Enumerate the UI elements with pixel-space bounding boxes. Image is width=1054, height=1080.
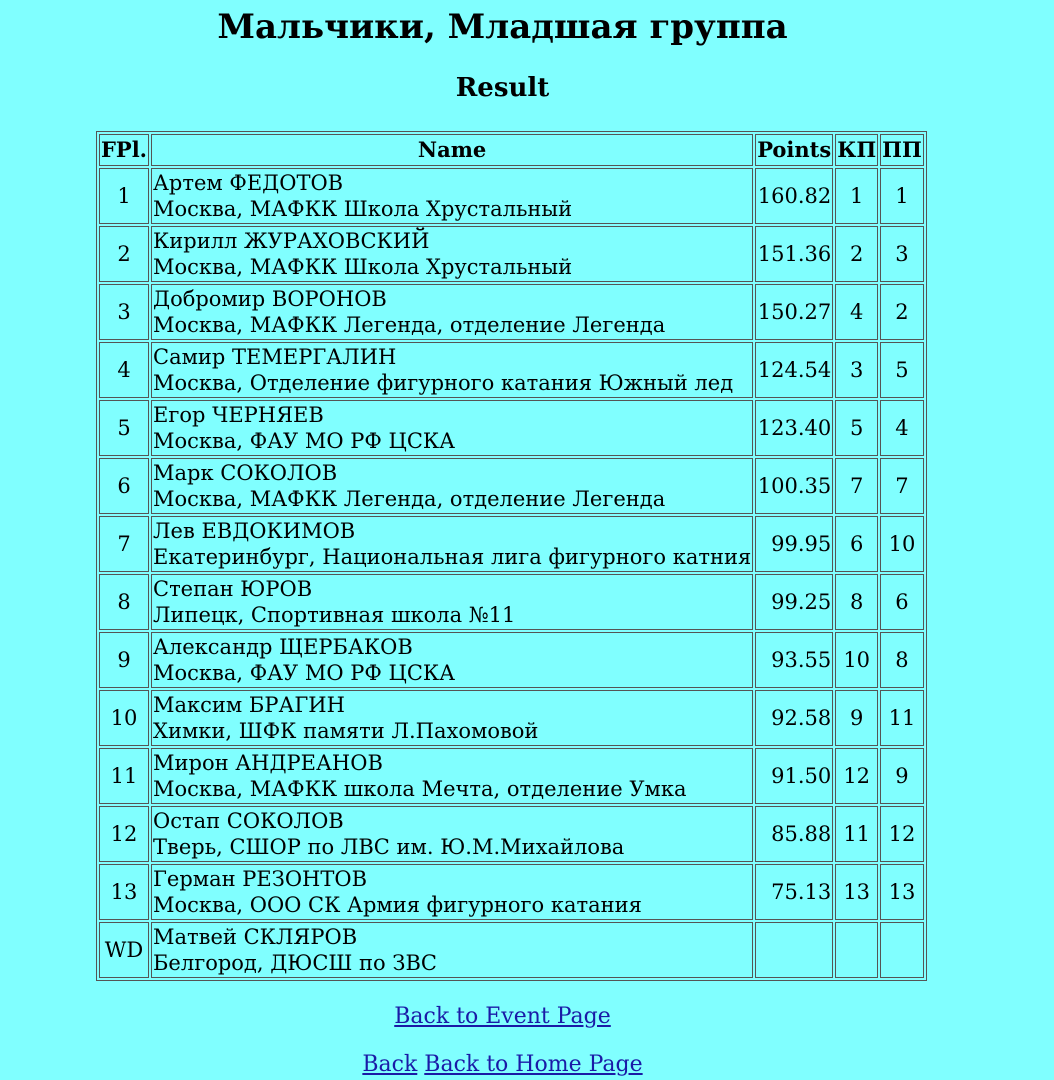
cell-name	[151, 226, 753, 282]
skater-club: Москва, МАФКК Легенда, отделение Легенда	[153, 313, 666, 337]
cell-name	[151, 632, 753, 688]
cell-points: 75.13	[755, 864, 833, 920]
cell-name	[151, 516, 753, 572]
table-row	[99, 284, 924, 340]
cell-place: 11	[99, 748, 149, 804]
cell-kp: 5	[835, 400, 878, 456]
cell-pp: 6	[880, 574, 924, 630]
skater-name: Марк СОКОЛОВ	[153, 461, 338, 485]
cell-points: 100.35	[755, 458, 833, 514]
skater-name: Мирон АНДРЕАНОВ	[153, 751, 383, 775]
cell-pp: 12	[880, 806, 924, 862]
cell-place: WD	[99, 922, 149, 978]
cell-points: 151.36	[755, 226, 833, 282]
cell-place: 8	[99, 574, 149, 630]
skater-name: Артем ФЕДОТОВ	[153, 171, 344, 195]
table-row	[99, 632, 924, 688]
cell-name	[151, 922, 753, 978]
skater-name: Максим БРАГИН	[153, 693, 345, 717]
table-row	[99, 400, 924, 456]
table-row	[99, 748, 924, 804]
cell-kp: 8	[835, 574, 878, 630]
skater-club: Москва, Отделение фигурного катания Южный лед	[153, 371, 734, 395]
cell-pp: 11	[880, 690, 924, 746]
skater-club: Москва, МАФКК Школа Хрустальный	[153, 197, 573, 221]
skater-club: Белгород, ДЮСШ по ЗВС	[153, 951, 437, 975]
skater-name: Александр ЩЕРБАКОВ	[153, 635, 413, 659]
cell-place: 10	[99, 690, 149, 746]
cell-pp: 13	[880, 864, 924, 920]
skater-club: Москва, ФАУ МО РФ ЦСКА	[153, 661, 456, 685]
cell-name	[151, 284, 753, 340]
cell-place: 4	[99, 342, 149, 398]
back-to-home-link[interactable]: Back to Home Page	[424, 1052, 643, 1077]
table-header-row	[99, 134, 924, 166]
skater-name: Герман РЕЗОНТОВ	[153, 867, 368, 891]
cell-place: 1	[99, 168, 149, 224]
page-title: Мальчики, Младшая группа	[217, 7, 788, 47]
home-link-row	[0, 1052, 1005, 1077]
skater-name: Самир ТЕМЕРГАЛИН	[153, 345, 397, 369]
cell-name	[151, 400, 753, 456]
skater-club: Москва, ООО СК Армия фигурного катания	[153, 893, 642, 917]
cell-pp: 7	[880, 458, 924, 514]
skater-name: Егор ЧЕРНЯЕВ	[153, 403, 324, 427]
back-to-event-link[interactable]: Back to Event Page	[394, 1004, 611, 1029]
table-row	[99, 342, 924, 398]
cell-points: 85.88	[755, 806, 833, 862]
cell-place: 9	[99, 632, 149, 688]
back-link[interactable]: Back	[362, 1052, 418, 1077]
cell-kp: 12	[835, 748, 878, 804]
skater-name: Остап СОКОЛОВ	[153, 809, 344, 833]
cell-points	[755, 922, 833, 978]
results-table	[96, 131, 927, 981]
cell-name	[151, 342, 753, 398]
skater-name: Кирилл ЖУРАХОВСКИЙ	[153, 229, 430, 253]
cell-pp: 1	[880, 168, 924, 224]
table-row	[99, 574, 924, 630]
cell-points: 99.95	[755, 516, 833, 572]
skater-club: Химки, ШФК памяти Л.Пахомовой	[153, 719, 539, 743]
cell-kp: 1	[835, 168, 878, 224]
cell-pp: 5	[880, 342, 924, 398]
cell-pp: 4	[880, 400, 924, 456]
table-row	[99, 864, 924, 920]
cell-kp: 6	[835, 516, 878, 572]
skater-club: Москва, МАФКК Легенда, отделение Легенда	[153, 487, 666, 511]
cell-name	[151, 168, 753, 224]
cell-place: 12	[99, 806, 149, 862]
cell-points: 93.55	[755, 632, 833, 688]
table-row	[99, 226, 924, 282]
cell-points: 150.27	[755, 284, 833, 340]
cell-place: 5	[99, 400, 149, 456]
cell-place: 3	[99, 284, 149, 340]
header-pp: ПП	[880, 134, 924, 166]
cell-kp: 7	[835, 458, 878, 514]
cell-kp: 4	[835, 284, 878, 340]
cell-pp: 10	[880, 516, 924, 572]
cell-place: 6	[99, 458, 149, 514]
cell-pp: 2	[880, 284, 924, 340]
cell-kp: 2	[835, 226, 878, 282]
header-name: Name	[151, 134, 753, 166]
skater-name: Лев ЕВДОКИМОВ	[153, 519, 356, 543]
event-link-row	[0, 1004, 1005, 1029]
header-points: Points	[755, 134, 833, 166]
skater-club: Липецк, Спортивная школа №11	[153, 603, 516, 627]
header-place: FPl.	[99, 134, 149, 166]
cell-name	[151, 574, 753, 630]
cell-kp	[835, 922, 878, 978]
skater-name: Степан ЮРОВ	[153, 577, 313, 601]
cell-points: 99.25	[755, 574, 833, 630]
cell-kp: 13	[835, 864, 878, 920]
cell-kp: 3	[835, 342, 878, 398]
cell-points: 123.40	[755, 400, 833, 456]
table-row	[99, 922, 924, 978]
cell-kp: 9	[835, 690, 878, 746]
header-kp: КП	[835, 134, 878, 166]
results-subtitle: Result	[455, 73, 550, 103]
cell-place: 13	[99, 864, 149, 920]
table-row	[99, 516, 924, 572]
skater-club: Москва, МАФКК Школа Хрустальный	[153, 255, 573, 279]
cell-kp: 11	[835, 806, 878, 862]
table-row	[99, 806, 924, 862]
table-row	[99, 690, 924, 746]
cell-pp: 3	[880, 226, 924, 282]
skater-name: Добромир ВОРОНОВ	[153, 287, 387, 311]
skater-club: Москва, МАФКК школа Мечта, отделение Умка	[153, 777, 687, 801]
cell-points: 160.82	[755, 168, 833, 224]
table-row	[99, 458, 924, 514]
skater-club: Екатеринбург, Национальная лига фигурного катния	[153, 545, 752, 569]
cell-points: 91.50	[755, 748, 833, 804]
cell-place: 2	[99, 226, 149, 282]
cell-place: 7	[99, 516, 149, 572]
cell-pp	[880, 922, 924, 978]
cell-name	[151, 806, 753, 862]
cell-name	[151, 690, 753, 746]
table-row	[99, 168, 924, 224]
cell-kp: 10	[835, 632, 878, 688]
cell-name	[151, 458, 753, 514]
skater-club: Москва, ФАУ МО РФ ЦСКА	[153, 429, 456, 453]
cell-points: 124.54	[755, 342, 833, 398]
cell-name	[151, 864, 753, 920]
cell-pp: 8	[880, 632, 924, 688]
cell-points: 92.58	[755, 690, 833, 746]
cell-name	[151, 748, 753, 804]
skater-club: Тверь, СШОР по ЛВС им. Ю.М.Михайлова	[153, 835, 625, 859]
skater-name: Матвей СКЛЯРОВ	[153, 925, 358, 949]
cell-pp: 9	[880, 748, 924, 804]
